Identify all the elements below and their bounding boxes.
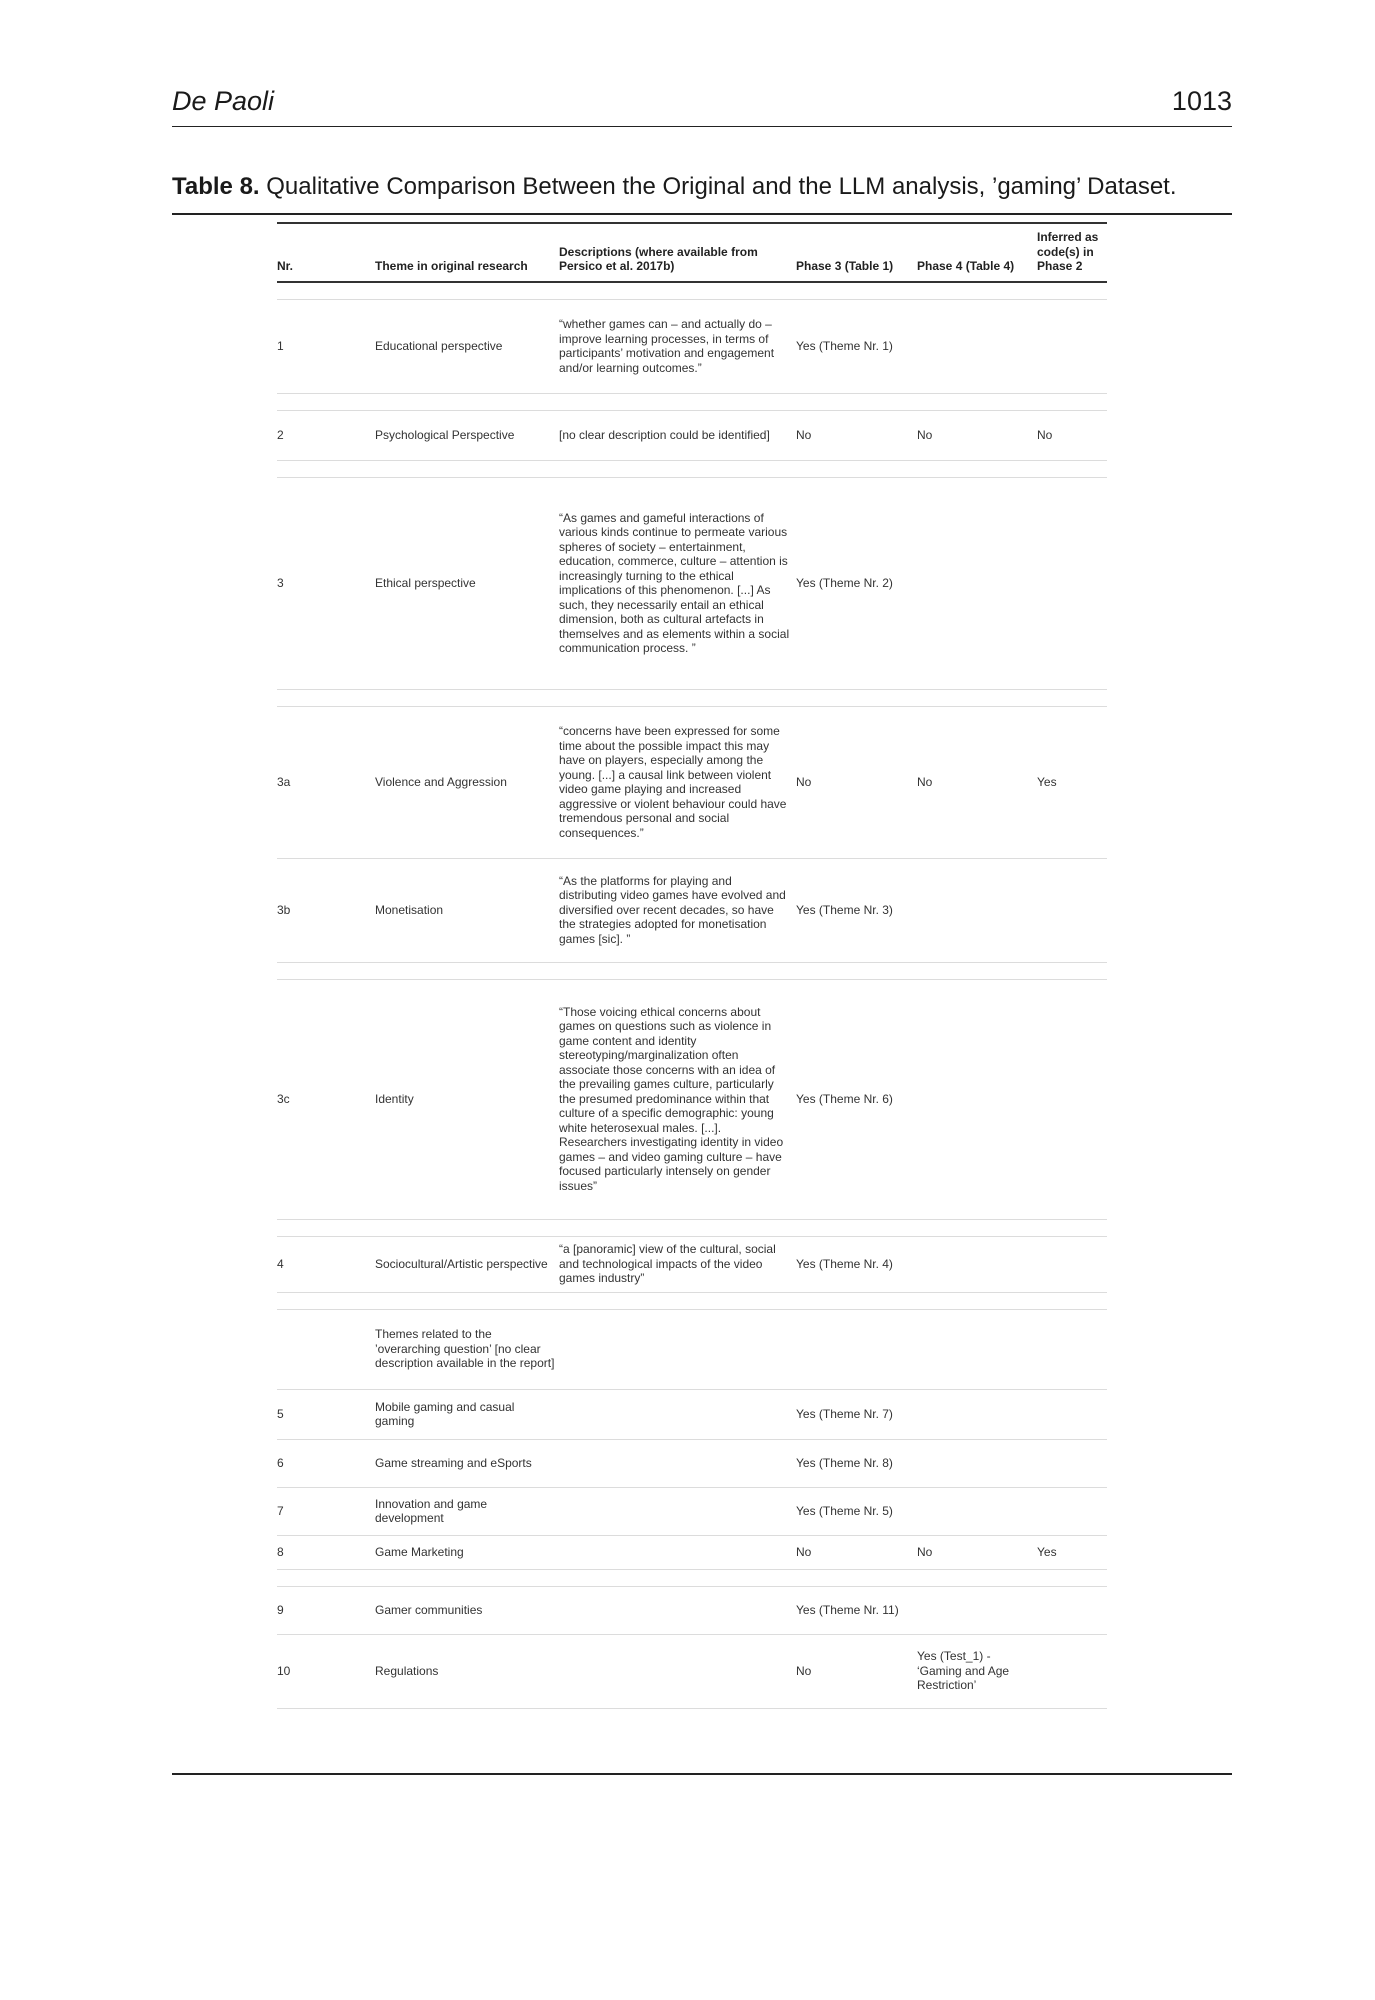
cell-phase3: Yes (Theme Nr. 7) [796,1406,893,1421]
row-spacer [277,689,1107,706]
cell-nr: 1 [277,338,284,353]
table-row [277,410,1107,460]
cell-theme: Sociocultural/Artistic perspective [375,1256,548,1271]
cell-theme: Psychological Perspective [375,427,515,442]
cell-nr: 3a [277,774,291,789]
cell-phase2 [1037,1439,1107,1487]
header-phase3: Phase 3 (Table 1) [796,259,894,273]
cell-phase3: No [796,1663,812,1678]
row-spacer [277,282,1107,300]
cell-phase2: Yes [1037,1544,1057,1559]
cell-nr: 3b [277,902,291,917]
table-label: Table 8. [172,173,260,200]
cell-theme: Gamer communities [375,1602,483,1617]
header-phase4: Phase 4 (Table 4) [917,259,1015,273]
cell-nr: 7 [277,1503,284,1518]
cell-phase2 [1037,1634,1107,1708]
table-row [277,299,1107,393]
spacer-cell [277,1219,1107,1236]
cell-theme: Violence and Aggression [375,774,507,789]
cell-phase3: No [796,774,812,789]
cell-phase2 [1037,477,1107,689]
cell-phase2 [1037,1586,1107,1634]
row-spacer [277,1219,1107,1236]
cell-phase4 [917,1309,1037,1389]
cell-phase3: Yes (Theme Nr. 11) [796,1602,899,1617]
cell-phase2: No [1037,427,1053,442]
cell-description [559,1439,796,1487]
cell-phase4: No [917,427,933,442]
cell-description: “concerns have been expressed for some time about the possible impact this may have on players, especially among the young. [...] a causal link between violent video game playing and increased aggressive or violent behaviour could have tremendous personal and social consequences.” [559,724,787,840]
spacer-cell [277,282,1107,300]
header-theme: Theme in original research [375,259,528,273]
table-header-row [277,223,1107,282]
table-row [277,1586,1107,1634]
cell-description: [no clear description could be identified] [559,427,770,442]
author-name: De Paoli [172,86,275,116]
table-bottom-rule [172,1773,1232,1775]
cell-phase4 [917,979,1037,1219]
table-row [277,1389,1107,1439]
cell-phase3: No [796,1544,812,1559]
spacer-cell [277,393,1107,410]
cell-description [559,1487,796,1535]
cell-nr: 2 [277,427,284,442]
row-spacer [277,962,1107,979]
cell-phase2 [1037,299,1107,393]
comparison-table-wrapper [277,222,1099,1709]
cell-nr: 6 [277,1455,284,1470]
cell-phase2 [1037,1309,1107,1389]
cell-description: “whether games can – and actually do – improve learning processes, in terms of participants’ motivation and engagement and/or learning outcomes.” [559,317,775,375]
table-row [277,1487,1107,1535]
cell-theme: Mobile gaming and casual gaming [375,1399,515,1428]
cell-theme: Themes related to the ’overarching question’ [no clear description available in the report] [375,1327,555,1371]
table-row [277,706,1107,858]
table-row [277,979,1107,1219]
running-head [172,86,1232,127]
cell-theme: Regulations [375,1663,439,1678]
caption-rule [172,213,1232,215]
spacer-cell [277,689,1107,706]
cell-theme: Game Marketing [375,1544,464,1559]
table-row [277,1634,1107,1708]
spacer-cell [277,962,1107,979]
cell-phase4 [917,1439,1037,1487]
spacer-cell [277,1292,1107,1309]
cell-phase2: Yes [1037,774,1057,789]
table-row [277,477,1107,689]
cell-nr [277,1309,375,1389]
cell-phase2 [1037,1389,1107,1439]
cell-nr: 8 [277,1544,284,1559]
cell-phase4 [917,299,1037,393]
cell-phase2 [1037,1487,1107,1535]
spacer-cell [277,1569,1107,1586]
cell-phase4 [917,1586,1037,1634]
table-title: Qualitative Comparison Between the Original and the LLM analysis, ’gaming’ Dataset. [266,173,1177,200]
cell-nr: 3 [277,575,284,590]
cell-phase3: No [796,427,812,442]
cell-phase3: Yes (Theme Nr. 4) [796,1256,893,1271]
cell-nr: 9 [277,1602,284,1617]
cell-theme: Innovation and game development [375,1496,488,1525]
cell-phase4: Yes (Test_1) - ‘Gaming and Age Restriction’ [917,1649,1010,1693]
header-nr: Nr. [277,259,294,273]
cell-phase3: Yes (Theme Nr. 6) [796,1091,893,1106]
cell-phase4: No [917,774,933,789]
cell-description [559,1389,796,1439]
cell-description: “a [panoramic] view of the cultural, social and technological impacts of the video games industry” [559,1242,776,1286]
cell-phase3: Yes (Theme Nr. 8) [796,1455,893,1470]
cell-description [559,1634,796,1708]
row-spacer [277,1292,1107,1309]
page-number: 1013 [1171,86,1232,116]
cell-description: “As the platforms for playing and distributing video games have evolved and diversified over recent decades, so have the strategies adopted for monetisation games [sic]. ” [559,873,786,946]
comparison-table [277,222,1107,1709]
row-spacer [277,393,1107,410]
cell-phase3 [796,1309,917,1389]
cell-nr: 5 [277,1406,284,1421]
header-phase2: Inferred as code(s) in Phase 2 [1037,230,1099,273]
table-row [277,1439,1107,1487]
cell-phase4: No [917,1544,933,1559]
row-spacer [277,460,1107,477]
cell-description [559,1586,796,1634]
cell-nr: 10 [277,1663,291,1678]
cell-description [559,1535,796,1569]
cell-theme: Educational perspective [375,338,503,353]
cell-phase4 [917,1389,1037,1439]
cell-theme: Game streaming and eSports [375,1455,532,1470]
cell-phase3: Yes (Theme Nr. 1) [796,338,893,353]
table-row [277,1309,1107,1389]
table-body [277,282,1107,1709]
cell-theme: Monetisation [375,902,444,917]
table-row [277,1236,1107,1292]
cell-description [559,1309,796,1389]
cell-phase3: Yes (Theme Nr. 3) [796,902,893,917]
cell-phase4 [917,1487,1037,1535]
spacer-cell [277,460,1107,477]
cell-description: “As games and gameful interactions of various kinds continue to permeate various spheres of society – entertainment, education, commerce, culture – attention is increasingly turning to the ethical implications of this phenomenon. [...] As such, they necessarily entail an ethical dimension, both as cultural artefacts in themselves and as elements within a social communication process. ” [559,510,790,655]
cell-phase2 [1037,979,1107,1219]
cell-phase4 [917,477,1037,689]
cell-phase3: Yes (Theme Nr. 2) [796,575,893,590]
table-caption [172,173,1232,201]
cell-phase4 [917,1236,1037,1292]
cell-phase2 [1037,858,1107,962]
cell-phase4 [917,858,1037,962]
cell-nr: 4 [277,1256,284,1271]
header-description: Descriptions (where available from Persico et al. 2017b) [559,244,758,273]
cell-phase3: Yes (Theme Nr. 5) [796,1503,893,1518]
table-row [277,1535,1107,1569]
table-row [277,858,1107,962]
cell-phase2 [1037,1236,1107,1292]
row-spacer [277,1569,1107,1586]
cell-nr: 3c [277,1091,290,1106]
cell-description: “Those voicing ethical concerns about games on questions such as violence in game content and identity stereotyping/marginalization often associate those concerns with an idea of the prevailing games culture, particularly the presumed predominance within that culture of a specific demographic: young white heterosexual males. [...]. Researchers investigating identity in video games – and video gaming culture – have focused particularly intensely on gender issues” [559,1004,784,1193]
cell-theme: Ethical perspective [375,575,476,590]
cell-theme: Identity [375,1091,414,1106]
